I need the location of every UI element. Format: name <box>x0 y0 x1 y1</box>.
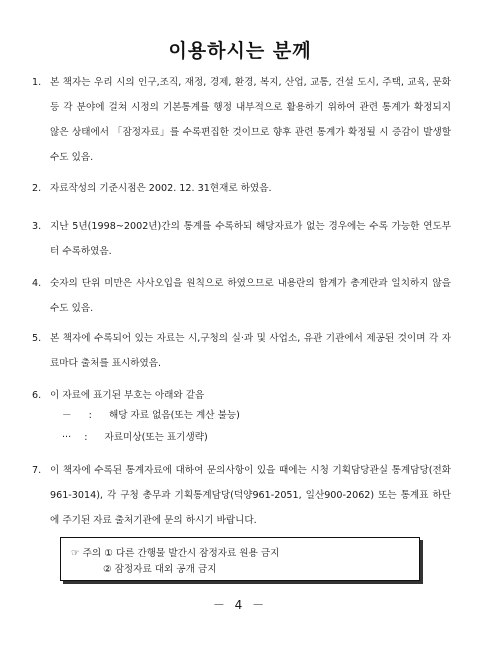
item-number: 2. <box>32 183 42 194</box>
legend-row-dash <box>62 407 240 421</box>
caution-line-2: ② 잠정자료 대외 공개 금지 <box>103 564 217 575</box>
item-number: 7. <box>32 465 42 476</box>
caution-box <box>60 537 420 581</box>
item-number: 5. <box>32 333 42 344</box>
note-item-5 <box>32 326 451 376</box>
item-text: 숫자의 단위 미만은 사사오입을 원칙으로 하였으므로 내용란의 합계가 총계란과 일치하지 않을 수도 있음. <box>50 278 451 314</box>
item-number: 6. <box>32 390 42 401</box>
item-text: 지난 5년(1998~2002년)간의 통계를 수록하되 해당자료가 없는 경우에는 수록 가능한 연도부터 수록하였음. <box>50 221 451 257</box>
item-number: 4. <box>32 278 42 289</box>
legend-meaning: 자료미상(또는 표기생략) <box>104 432 208 443</box>
caution-line-1: ☞ 주의 ① 다른 간행물 발간시 잠정자료 원용 금지 <box>71 548 280 559</box>
legend-meaning: 해당 자료 없음(또는 계산 불능) <box>108 410 240 421</box>
note-item-7 <box>32 458 451 533</box>
legend-symbol: － <box>62 410 72 421</box>
item-number: 1. <box>32 77 42 88</box>
legend-row-dots <box>62 429 208 443</box>
page-title: 이용하시는 분께 <box>168 40 312 62</box>
note-item-1 <box>32 70 451 170</box>
note-item-6 <box>32 383 451 408</box>
page-number: － 4 － <box>212 598 268 612</box>
item-number: 3. <box>32 221 42 232</box>
item-text: 본 책자에 수록되어 있는 자료는 시,구청의 실·과 및 사업소, 유관 기관에서 제공된 것이며 각 자료마다 출처를 표시하였음. <box>50 333 451 369</box>
note-item-2 <box>32 176 451 201</box>
legend-separator: : <box>88 410 92 421</box>
item-text: 본 책자는 우리 시의 인구,조직, 재정, 경제, 환경, 복지, 산업, 교통, 건설 도시, 주택, 교육, 문화 등 각 분야에 걸쳐 시정의 기본통계를 행정 내부적으로 활용하기 위하여 관련 통계가 확정되지 않은 상태에서 「잠정자료」를 수록편집한 것이므로 향후 관련 통계가 확정될 시 증감이 발생할 수도 있음. <box>50 77 451 163</box>
note-item-3 <box>32 214 451 264</box>
item-text: 자료작성의 기준시점은 2002. 12. 31현재로 하였음. <box>50 183 272 194</box>
item-text: 이 자료에 표기된 부호는 아래와 같음 <box>50 390 205 401</box>
item-text: 이 책자에 수록된 통계자료에 대하여 문의사항이 있을 때에는 시청 기획담당관실 통계담당(전화 961-3014), 각 구청 총무과 기획통계담당(덕양961-2051, 일산900-2062) 또는 통계표 하단에 주기된 자료 출처기관에 문의 하시기 바랍니다. <box>50 465 451 526</box>
legend-symbol: ··· <box>62 432 72 443</box>
note-item-4 <box>32 271 451 321</box>
legend-separator: : <box>84 432 88 443</box>
